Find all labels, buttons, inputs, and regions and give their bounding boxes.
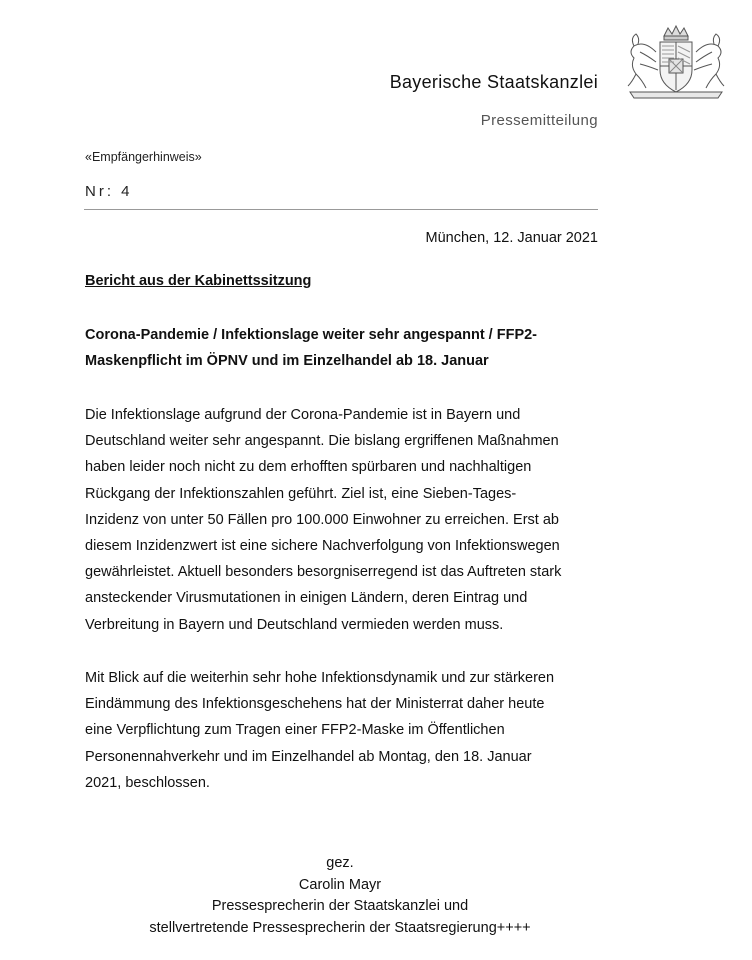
headline-line: Maskenpflicht im ÖPNV und im Einzelhandel ab 18. Januar bbox=[85, 353, 489, 369]
signature-role: stellvertretende Pressesprecherin der Staatsregierung++++ bbox=[149, 919, 531, 936]
paragraph-line: Verbreitung in Bayern und Deutschland vermieden werden muss. bbox=[85, 616, 504, 633]
paragraph-line: Die Infektionslage aufgrund der Corona-Pandemie ist in Bayern und bbox=[85, 407, 521, 423]
document-type-label: Pressemitteilung bbox=[480, 112, 598, 129]
paragraph-line: Eindämmung des Infektionsgeschehens hat der Ministerrat daher heute bbox=[85, 696, 545, 713]
paragraph-line: gewährleistet. Aktuell besonders besorgniserregend ist das Auftreten stark bbox=[85, 564, 562, 581]
signature-name: Carolin Mayr bbox=[298, 876, 382, 893]
press-release-number: Nr: 4 bbox=[85, 183, 133, 200]
signature-role: Pressesprecherin der Staatskanzlei und bbox=[211, 898, 469, 914]
signature-block bbox=[0, 853, 680, 939]
paragraph-line: Rückgang der Infektionszahlen geführt. Ziel ist, eine Sieben-Tages- bbox=[85, 485, 517, 502]
date-line: München, 12. Januar 2021 bbox=[425, 230, 598, 246]
paragraph-line: Mit Blick auf die weiterhin sehr hohe Infektionsdynamik und zur stärkeren bbox=[85, 670, 555, 686]
paragraph-line: ansteckender Virusmutationen in einigen Ländern, deren Eintrag und bbox=[85, 590, 528, 607]
divider bbox=[84, 209, 598, 210]
paragraph-line: haben leider noch nicht zu dem erhofften spürbaren und nachhaltigen bbox=[85, 459, 532, 476]
paragraph-line: diesem Inzidenzwert ist eine sichere Nachverfolgung von Infektionswegen bbox=[85, 538, 560, 555]
paragraph-line: Personennahverkehr und im Einzelhandel ab Montag, den 18. Januar bbox=[85, 748, 532, 765]
authority-title: Bayerische Staatskanzlei bbox=[389, 72, 598, 92]
headline bbox=[85, 322, 605, 374]
recipient-note: «Empfängerhinweis» bbox=[85, 150, 202, 164]
bavarian-coat-of-arms-icon bbox=[620, 22, 732, 100]
headline-line: Corona-Pandemie / Infektionslage weiter sehr angespannt / FFP2- bbox=[85, 327, 538, 343]
paragraph-2 bbox=[85, 665, 610, 796]
paragraph-line: 2021, beschlossen. bbox=[85, 774, 210, 791]
signature-gez: gez. bbox=[326, 855, 354, 871]
paragraph-line: Deutschland weiter sehr angespannt. Die bislang ergriffenen Maßnahmen bbox=[85, 433, 559, 450]
paragraph-line: Inzidenz von unter 50 Fällen pro 100.000 Einwohner zu erreichen. Erst ab bbox=[85, 511, 559, 528]
section-title: Bericht aus der Kabinettssitzung bbox=[85, 273, 312, 289]
paragraph-1 bbox=[85, 402, 610, 638]
paragraph-line: eine Verpflichtung zum Tragen einer FFP2-Maske im Öffentlichen bbox=[85, 722, 505, 739]
